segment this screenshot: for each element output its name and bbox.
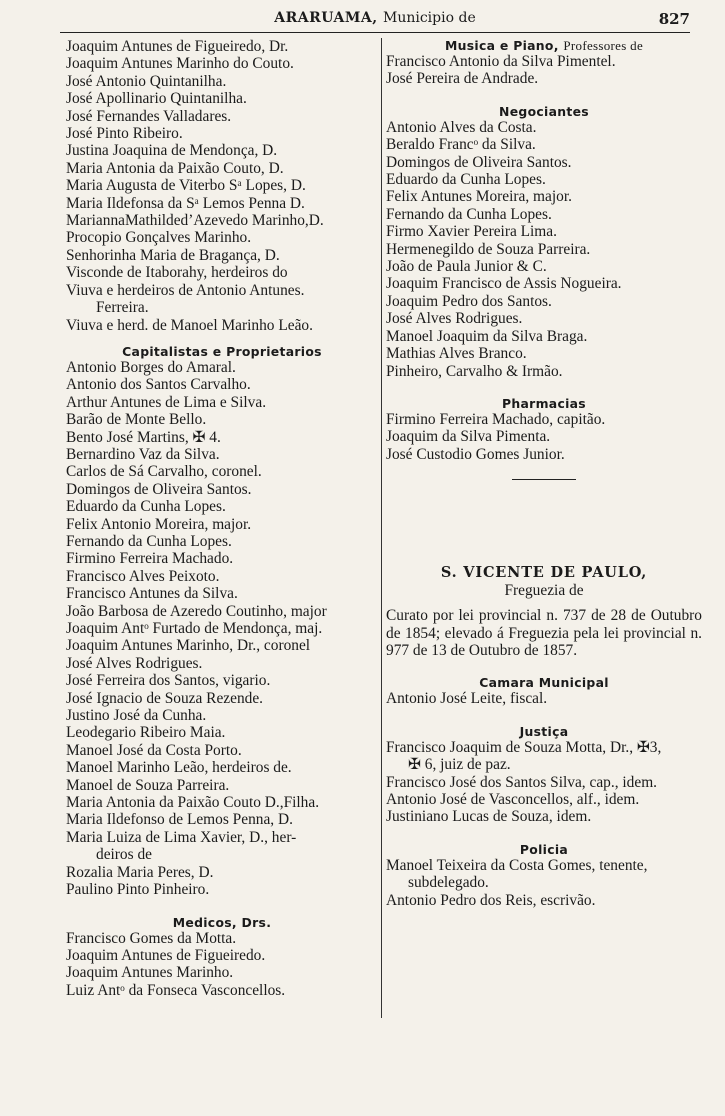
list-item: José Fernandes Valladares. (66, 107, 232, 125)
list-item: Eduardo da Cunha Lopes. (66, 498, 226, 516)
list-item: Eduardo da Cunha Lopes. (386, 171, 546, 189)
list-item: Procopio Gonçalves Marinho. (66, 229, 252, 247)
page-number: 827 (658, 10, 690, 28)
list-item: José Alves Rodrigues. (66, 654, 203, 672)
list-item: Carlos de Sá Carvalho, coronel. (66, 463, 262, 481)
parish-title: S. VICENTE DE PAULO, (440, 564, 648, 582)
list-item: Felix Antonio Moreira, major. (66, 515, 252, 533)
list-item-continuation: Ferreira. (96, 299, 149, 317)
list-item: Joaquim Antᵒ Furtado de Mendonça, maj. (66, 620, 323, 637)
list-item: Domingos de Oliveira Santos. (66, 480, 252, 498)
list-item: Francisco Antunes da Silva. (66, 585, 238, 603)
list-item: Viuva e herdeiros de Antonio Antunes. (66, 281, 305, 299)
list-item: Manoel de Souza Parreira. (66, 776, 230, 794)
list-item: Bento José Martins, ✠ 4. (66, 428, 221, 446)
list-item: Visconde de Itaborahy, herdeiros do (66, 264, 288, 282)
medicos-list (66, 930, 378, 1000)
list-item: José Alves Rodrigues. (386, 310, 523, 328)
right-column (386, 38, 702, 909)
section-heading-pharmacias: Pharmacias (502, 395, 586, 411)
list-item: Fernando da Cunha Lopes. (66, 532, 232, 550)
list-item: Hermenegildo de Souza Parreira. (386, 240, 591, 258)
list-item: Justina Joaquina de Mendonça, D. (66, 142, 278, 160)
list-item: Francisco José dos Santos Silva, cap., idem. (386, 773, 658, 791)
list-item: Luiz Antᵒ da Fonseca Vasconcellos. (66, 981, 286, 999)
list-item: Joaquim Pedro dos Santos. (386, 292, 552, 310)
section-heading-medicos: Medicos, Drs. (172, 914, 272, 930)
list-item: Barão de Monte Bello. (66, 411, 207, 429)
header-title (60, 10, 690, 26)
list-item: José Ignacio de Souza Rezende. (66, 689, 264, 707)
list-item: Pinheiro, Carvalho & Irmão. (386, 362, 563, 380)
list-item: Manoel Joaquim da Silva Braga. (386, 327, 588, 345)
list-item: Joaquim Antunes Marinho. (66, 964, 234, 982)
list-item: Firmo Xavier Pereira Lima. (386, 223, 557, 241)
list-item: Leodegario Ribeiro Maia. (66, 724, 226, 742)
list-item: Arthur Antunes de Lima e Silva. (66, 393, 267, 411)
list-item: Viuva e herd. de Manoel Marinho Leão. (66, 316, 313, 334)
list-item-continuation: subdelegado. (408, 874, 489, 892)
list-item: Antonio Pedro dos Reis, escrivão. (386, 891, 596, 909)
list-item-continuation: ✠ 6, juiz de paz. (408, 756, 511, 774)
list-item-continuation: deiros de (96, 846, 152, 864)
list-item: Mathias Alves Branco. (386, 345, 527, 363)
list-item: Felix Antunes Moreira, major. (386, 188, 572, 206)
musica-heading-main: Musica e Piano, (444, 38, 559, 53)
list-item: Francisco Joaquim de Souza Motta, Dr., ✠3, (386, 738, 662, 756)
list-item: Manoel José da Costa Porto. (66, 741, 242, 759)
negociantes-list (386, 119, 702, 380)
list-item: Justino José da Cunha. (66, 707, 207, 725)
list-item: João de Paula Junior & C. (386, 258, 547, 276)
section-heading-musica (386, 38, 702, 53)
list-item: João Barbosa de Azeredo Coutinho, major (66, 602, 327, 620)
list-item: Paulino Pinto Pinheiro. (66, 881, 210, 899)
list-item: Antonio dos Santos Carvalho. (66, 376, 251, 394)
list-item: Joaquim Antunes de Figueiredo, Dr. (66, 38, 289, 55)
residents-list (66, 38, 378, 334)
list-item: Francisco Antonio da Silva Pimentel. (386, 53, 616, 70)
parish-subtitle: Freguezia de (504, 581, 584, 599)
list-item: Joaquim da Silva Pimenta. (386, 428, 551, 446)
list-item: Maria Ildefonso de Lemos Penna, D. (66, 811, 293, 829)
list-item: Joaquim Antunes de Figueiredo. (66, 946, 266, 964)
list-item: Antonio José de Vasconcellos, alf., idem. (386, 790, 640, 808)
column-divider (381, 38, 382, 1018)
list-item: Firmino Ferreira Machado. (66, 550, 234, 568)
pharmacias-list (386, 411, 702, 463)
list-item: Rozalia Maria Peres, D. (66, 863, 214, 881)
section-heading-negociantes: Negociantes (499, 103, 589, 119)
list-item: Francisco Alves Peixoto. (66, 567, 220, 585)
header-title-main: ARARUAMA, (274, 10, 378, 26)
list-item: José Pinto Ribeiro. (66, 125, 183, 143)
list-item: José Apollinario Quintanilha. (66, 90, 247, 108)
section-heading-capitalistas: Capitalistas e Proprietarios (122, 343, 322, 359)
list-item: Firmino Ferreira Machado, capitão. (386, 410, 606, 428)
list-item: Joaquim Francisco de Assis Nogueira. (386, 275, 622, 293)
list-item: Bernardino Vaz da Silva. (66, 445, 220, 463)
list-item: Justiniano Lucas de Souza, idem. (386, 808, 592, 826)
list-item: MariannaMathildedʼAzevedo Marinho,D. (66, 212, 324, 230)
list-item: Antonio José Leite, fiscal. (386, 690, 548, 708)
list-item: Maria Antonia da Paixão Couto, D. (66, 159, 284, 177)
list-item: Beraldo Francᵒ da Silva. (386, 136, 536, 154)
list-item: Antonio Borges do Amaral. (66, 358, 236, 376)
list-item: José Custodio Gomes Junior. (386, 445, 565, 463)
list-item: Maria Antonia da Paixão Couto D.,Filha. (66, 794, 320, 812)
list-item: Antonio Alves da Costa. (386, 118, 537, 136)
list-item: José Ferreira dos Santos, vigario. (66, 672, 271, 690)
list-item: Maria Luiza de Lima Xavier, D., her- (66, 828, 297, 846)
list-item: Senhorinha Maria de Bragança, D. (66, 246, 280, 264)
list-item: Fernando da Cunha Lopes. (386, 205, 552, 223)
section-heading-policia: Policia (519, 841, 569, 857)
list-item: Maria Ildefonsa da Sᵃ Lemos Penna D. (66, 194, 305, 212)
left-column (66, 38, 378, 999)
musica-heading-sub: Professores de (563, 38, 644, 53)
list-item: Joaquim Antunes Marinho do Couto. (66, 55, 294, 73)
list-item: Maria Augusta de Viterbo Sᵃ Lopes, D. (66, 177, 306, 195)
section-heading-camara: Camara Municipal (479, 675, 609, 691)
capitalistas-list (66, 359, 378, 899)
running-header (60, 10, 690, 33)
list-item: Francisco Gomes da Motta. (66, 929, 237, 947)
list-item: Manoel Teixeira da Costa Gomes, tenente, (386, 856, 648, 874)
header-title-sub: Municipio de (383, 10, 476, 26)
section-heading-justica: Justiça (519, 723, 569, 739)
list-item: José Pereira de Andrade. (386, 70, 539, 88)
list-item: José Antonio Quintanilha. (66, 72, 227, 90)
list-item: Joaquim Antunes Marinho, Dr., coronel (66, 637, 311, 655)
list-item: Manoel Marinho Leão, herdeiros de. (66, 759, 292, 777)
list-item: Domingos de Oliveira Santos. (386, 153, 572, 171)
parish-paragraph: Curato por lei provincial n. 737 de 28 de Outubro de 1854; elevado á Freguezia pela lei provincial n. 977 de 13 de Outubro de 1857. (386, 607, 702, 659)
